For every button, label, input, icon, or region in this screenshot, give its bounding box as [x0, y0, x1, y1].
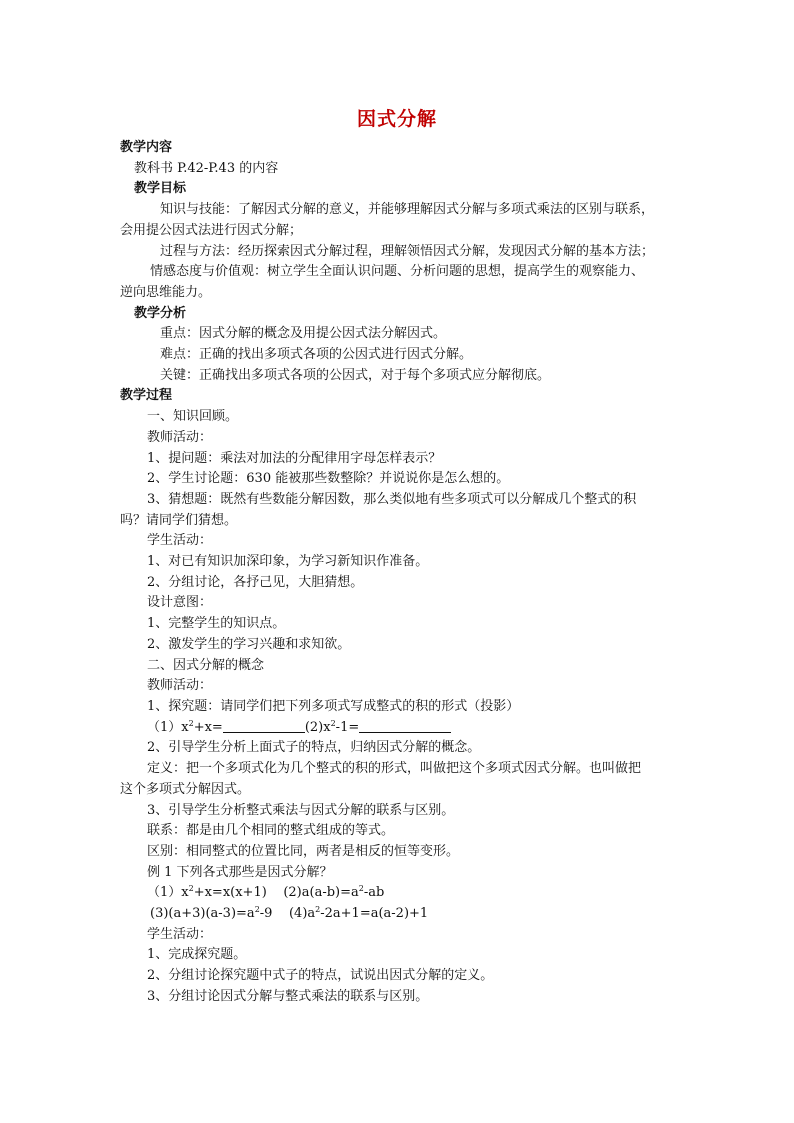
- list-item: 3、猜想题：既然有些数能分解因数，那么类似地有些多项式可以分解成几个整式的积: [147, 491, 637, 507]
- paragraph: 重点：因式分解的概念及用提公因式法分解因式。: [160, 326, 447, 342]
- paragraph: 教师活动：: [147, 429, 213, 445]
- paragraph: 教师活动：: [147, 678, 213, 694]
- paragraph: 吗？请同学们猜想。: [120, 512, 238, 528]
- list-item: 3、分组讨论因式分解与整式乘法的联系与区别。: [147, 988, 429, 1004]
- list-item: 2、引导学生分析上面式子的特点，归纳因式分解的概念。: [147, 740, 481, 756]
- paragraph: 关键：正确找出多项式各项的公因式，对于每个多项式应分解彻底。: [160, 367, 551, 383]
- section-heading-analysis: 教学分析: [134, 305, 187, 321]
- paragraph: 区别：相同整式的位置比同，两者是相反的恒等变形。: [147, 843, 460, 859]
- document-body: [120, 138, 685, 1008]
- math-example-line: $(3)(a+3)(a-3)=a^2-9$ $(4)a^2-2a+1=a(a-2)+1$: [150, 905, 429, 922]
- paragraph: 例 1 下列各式那些是因式分解？: [147, 864, 333, 880]
- paragraph: 联系：都是由几个相同的整式组成的等式。: [147, 823, 395, 839]
- section-heading-process: 教学过程: [120, 388, 173, 404]
- list-item: 2、分组讨论，各抒己见，大胆猜想。: [147, 574, 364, 590]
- list-item: 1、提问题：乘法对加法的分配律用字母怎样表示？: [147, 450, 442, 466]
- math-exercise-line: $(1)x^2+x= (2)x^2-1=$: [120, 718, 685, 739]
- section-heading-goals: 教学目标: [134, 181, 187, 197]
- list-item: 2、分组讨论探究题中式子的特点，试说出因式分解的定义。: [147, 968, 494, 984]
- paragraph: 知识与技能：了解因式分解的意义，并能够理解因式分解与多项式乘法的区别与联系，: [160, 202, 655, 218]
- list-item: 1、完成探究题。: [147, 947, 247, 963]
- section-heading-content: 教学内容: [120, 140, 173, 155]
- list-item: 1、对已有知识加深印象，为学习新知识作准备。: [147, 554, 429, 570]
- list-item: 2、学生讨论题：630 能被那些数整除？并说说你是怎么想的。: [147, 471, 510, 487]
- paragraph: 过程与方法：经历探索因式分解过程，理解领悟因式分解，发现因式分解的基本方法；: [160, 243, 655, 259]
- paragraph: 二、因式分解的概念: [147, 657, 265, 673]
- answer-blank: [359, 719, 451, 733]
- paragraph: 这个多项式分解因式。: [120, 781, 251, 797]
- math-example-line: $(1)x^2+x=x(x+1)$ $(2)a(a-b)=a^2-ab$: [147, 884, 385, 901]
- list-item: 1、完整学生的知识点。: [147, 616, 286, 632]
- list-item: 3、引导学生分析整式乘法与因式分解的联系与区别。: [147, 802, 455, 818]
- paragraph: 学生活动：: [147, 533, 213, 549]
- paragraph: 会用提公因式法进行因式分解；: [120, 222, 303, 238]
- document-title: 因式分解: [356, 108, 437, 130]
- list-item: 2、激发学生的学习兴趣和求知欲。: [147, 636, 351, 652]
- paragraph: 学生活动：: [147, 926, 213, 942]
- paragraph: 定义：把一个多项式化为几个整式的积的形式，叫做把这个多项式因式分解。也叫做把: [147, 761, 642, 777]
- paragraph: 情感态度与价值观：树立学生全面认识问题、分析问题的思想，提高学生的观察能力、: [150, 264, 645, 280]
- paragraph: 难点：正确的找出多项式各项的公因式进行因式分解。: [160, 347, 473, 363]
- paragraph: 设计意图：: [147, 595, 213, 611]
- paragraph: 一、知识回顾。: [147, 409, 239, 425]
- paragraph: 逆向思维能力。: [120, 284, 212, 300]
- paragraph: 教科书 P.42-P.43 的内容: [134, 160, 279, 176]
- answer-blank: [223, 719, 305, 733]
- list-item: 1、探究题：请同学们把下列多项式写成整式的积的形式（投影）: [147, 698, 520, 714]
